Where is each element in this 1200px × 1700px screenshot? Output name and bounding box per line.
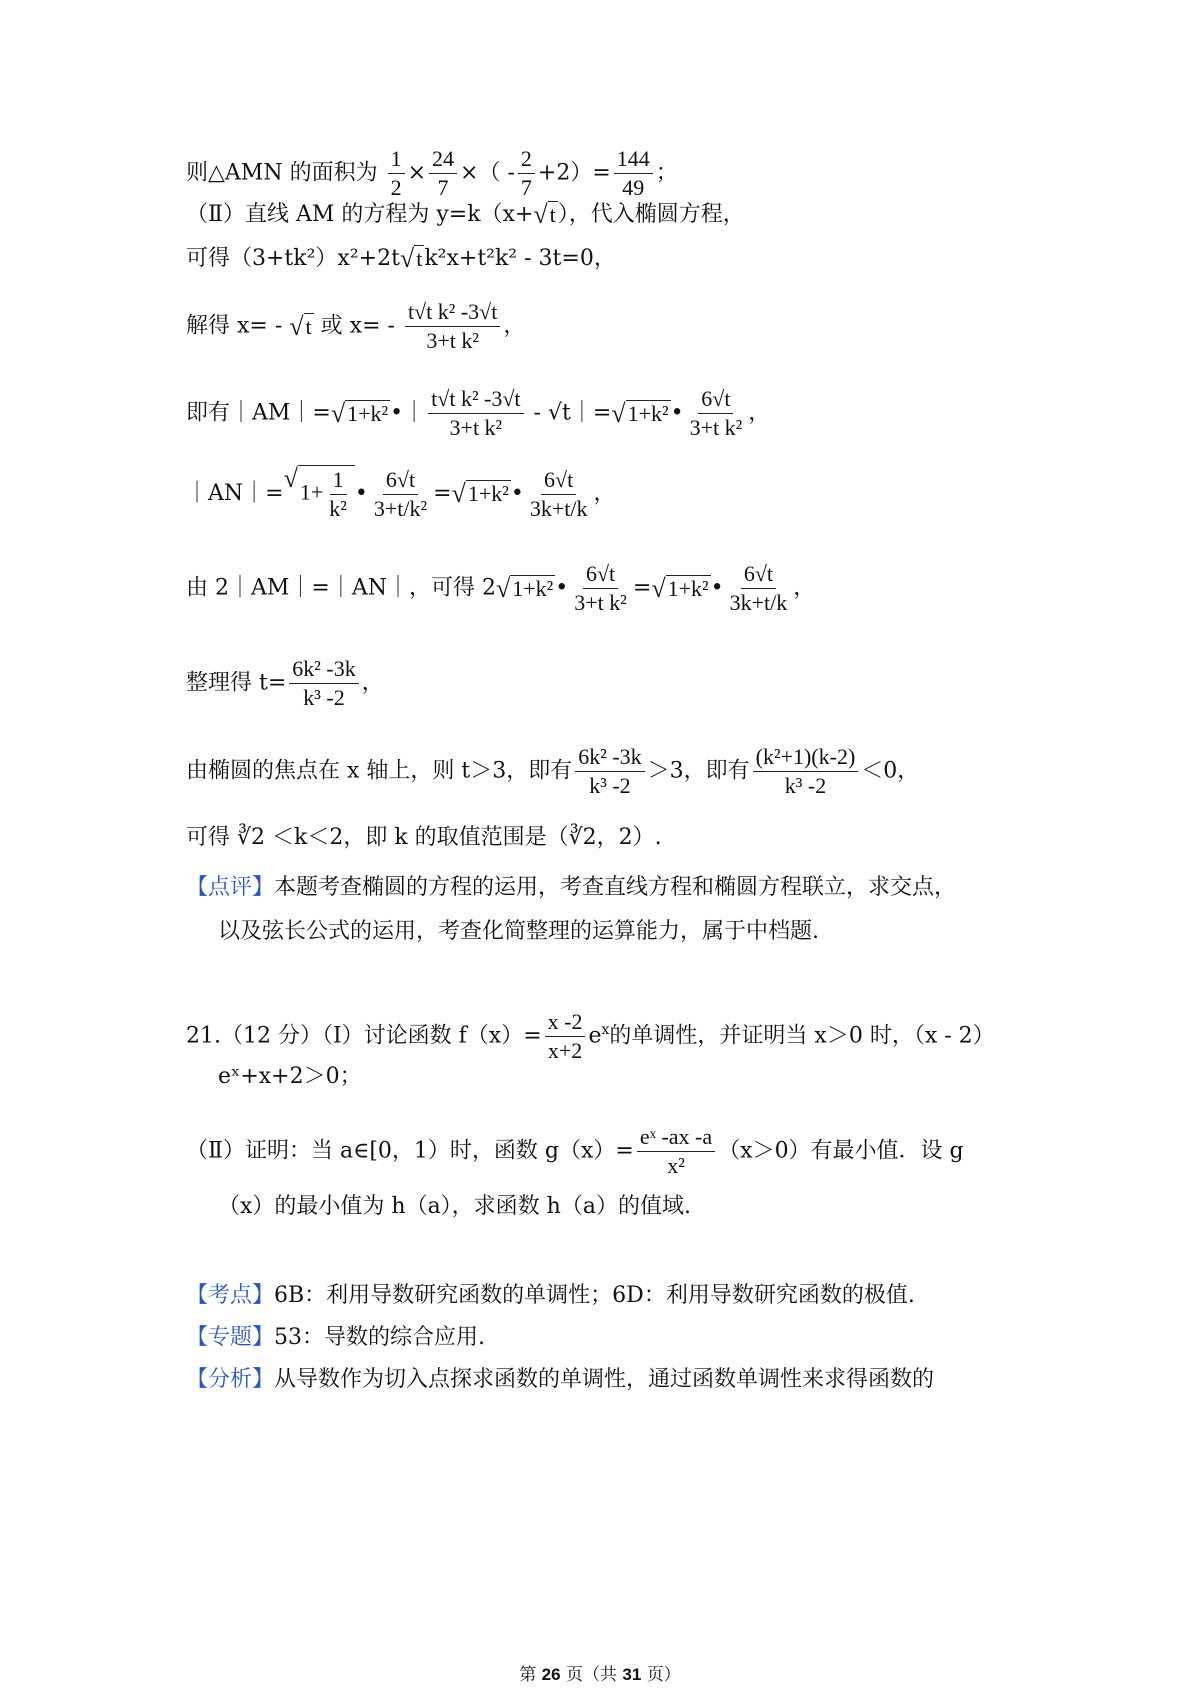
fraction: $\frac{6√t}{\text{3+t k²}}$ [689, 386, 743, 440]
question-21: 21.（12 分）（Ⅰ）讨论函数 f（x）= $\frac{x -2}{x+2}$ $e^x$的单调性，并证明当 x＞0 时，（x - 2） [186, 1009, 995, 1063]
range-line: 可得 ∛2 ＜k＜2，即 k 的取值范围是（∛2，2）. [186, 825, 662, 850]
text: （Ⅱ）证明：当 a∈[0，1）时，函数 g（x）= [186, 1138, 634, 1164]
text: 即有｜AM｜= [186, 400, 331, 426]
fraction: $\frac{2}{7}$ [518, 145, 535, 202]
text: ＞3，即有 [647, 758, 750, 784]
text: 或 x= - [320, 313, 395, 339]
fenxi-label: 【分析】 [186, 1367, 275, 1392]
fraction: $\frac{x -2}{x+2}$ [545, 1008, 586, 1065]
text: 本题考查椭圆的方程的运用，考查直线方程和椭圆方程联立，求交点， [274, 875, 957, 900]
fraction: $\frac{\text{eˣ -ax -a}}{\text{x²}}$ [637, 1123, 715, 1180]
fraction: $\frac{1}{2}$ [388, 145, 405, 202]
text: 解得 x= - [186, 313, 283, 339]
text: 可得（3+tk²）x²+2t [186, 246, 400, 271]
sqrt: √ 1+k² [330, 398, 389, 428]
total-pages: 31 [622, 1665, 642, 1684]
comment-line [186, 873, 956, 903]
sqrt: √ 1+k² [611, 398, 669, 428]
text: ），代入椭圆方程， [557, 202, 745, 227]
text: 从导数作为切入点探求函数的单调性，通过函数单调性来求得函数的 [274, 1367, 935, 1392]
text: ｜AN｜= [186, 481, 284, 506]
sqrt-t: √ t [533, 200, 556, 229]
fraction: $\frac{144}{49}$ [614, 145, 653, 202]
sqrt-t: √ t [289, 311, 312, 341]
zhuanti-line [186, 1323, 485, 1353]
t-result-line: 整理得 t= $\frac{\text{6k² -3k}}{\text{k³ -2}}$ ， [186, 656, 384, 710]
text: （x＞0）有最小值．设 g [718, 1138, 964, 1164]
fraction: $\frac{\text{(k²+1)(k-2)}}{\text{k³ -2}}$ [753, 743, 859, 800]
quadratic-line [186, 244, 616, 274]
text: k²x+t²k² - 3t=0， [424, 246, 616, 271]
text: ； [655, 160, 678, 186]
sqrt: √ 1+ $\frac{1}{\text{k²}}$ [284, 465, 355, 523]
text: 53：导数的综合应用. [274, 1325, 486, 1350]
fraction: $\frac{6√t}{\text{3+t/k²}}$ [373, 466, 428, 521]
area-line: 则△AMN 的面积为 $\frac{1}{2}$ × $\frac{24}{7}$ ×（ - $\frac{2}{7}$ +2）= $\frac{144}{49}$ ； [186, 146, 678, 200]
inequality-line [186, 743, 919, 800]
an-length-line: ｜AN｜= √ 1+ $\frac{1}{\text{k²}}$ • $\frac{6√t}{\text{3+t/k²}}$ = √ 1+k² • $\frac{6√t}{3k+t/k}$ ， [186, 464, 616, 521]
text: （Ⅱ）直线 AM 的方程为 y=k（x+ [186, 202, 534, 227]
comment-line-2: 以及弦长公式的运用，考查化简整理的运算能力，属于中档题. [218, 919, 819, 944]
fraction: $\frac{\text{t√t k² -3√t}}{\text{3+t k²}}$ [428, 385, 523, 442]
text: 6B：利用导数研究函数的单调性；6D：利用导数研究函数的极值. [274, 1283, 915, 1308]
solution-line: 解得 x= - √ t 或 x= - $\frac{\text{t√t k² -3√t}}{\text{3+t k²}}$ ， [186, 299, 526, 353]
fraction: $\frac{\text{t√t k² -3√t}}{\text{3+t k²}}$ [405, 298, 500, 355]
comment-label: 【点评】 [186, 875, 275, 900]
text: 页（共 [566, 1665, 617, 1685]
text: ＜0， [861, 758, 920, 784]
sqrt-t: √ t [399, 244, 423, 273]
text: 则△AMN 的面积为 [186, 160, 378, 186]
line-am-equation [186, 200, 745, 230]
kaodian-label: 【考点】 [186, 1283, 275, 1308]
sqrt: √ 1+k² [495, 573, 554, 603]
text: e [588, 1023, 602, 1049]
question-21-part2 [186, 1123, 964, 1180]
text: 由 2｜AM｜=｜AN｜，可得 2 [186, 575, 496, 601]
text: 第 [519, 1665, 537, 1685]
text: 由椭圆的焦点在 x 轴上，则 t＞3，即有 [186, 758, 573, 784]
page-number: 26 [541, 1665, 561, 1684]
question-21-line2: eˣ+x+2＞0； [218, 1064, 362, 1089]
kaodian-line [186, 1281, 915, 1311]
fenxi-line [186, 1365, 934, 1395]
fraction: $\frac{\text{6k² -3k}}{\text{k³ -2}}$ [575, 743, 644, 800]
text: 21.（12 分）（Ⅰ）讨论函数 f（x）= [186, 1023, 542, 1049]
fraction: $\frac{6√t}{\text{3+t k²}}$ [574, 561, 627, 615]
fraction: $\frac{6√t}{3k+t/k}$ [729, 561, 788, 615]
text: 的单调性，并证明当 x＞0 时，（x - 2） [609, 1023, 995, 1049]
page-footer [0, 1660, 1200, 1685]
sqrt: √ 1+k² [651, 573, 709, 603]
fraction: $\frac{24}{7}$ [429, 145, 457, 202]
equation-line: 由 2｜AM｜=｜AN｜，可得 2 √ 1+k² • $\frac{6√t}{\text{3+t k²}}$ = √ 1+k² • $\frac{6√t}{3k+t/k}$ ， [186, 561, 816, 615]
zhuanti-label: 【专题】 [186, 1325, 275, 1350]
question-21-part2-line2: （x）的最小值为 h（a），求函数 h（a）的值域. [218, 1194, 691, 1219]
sqrt: √ 1+k² [451, 479, 509, 508]
am-length-line: 即有｜AM｜= √ 1+k² •｜ $\frac{\text{t√t k² -3√t}}{\text{3+t k²}}$ - √t｜= √ 1+k² • $\frac{6√t}{\text{3+t k²}}$ ， [186, 386, 771, 440]
text: 页） [646, 1665, 681, 1685]
text: 整理得 t= [186, 670, 287, 696]
fraction: $\frac{\text{6k² -3k}}{\text{k³ -2}}$ [289, 655, 358, 712]
fraction: $\frac{6√t}{3k+t/k}$ [529, 466, 588, 521]
